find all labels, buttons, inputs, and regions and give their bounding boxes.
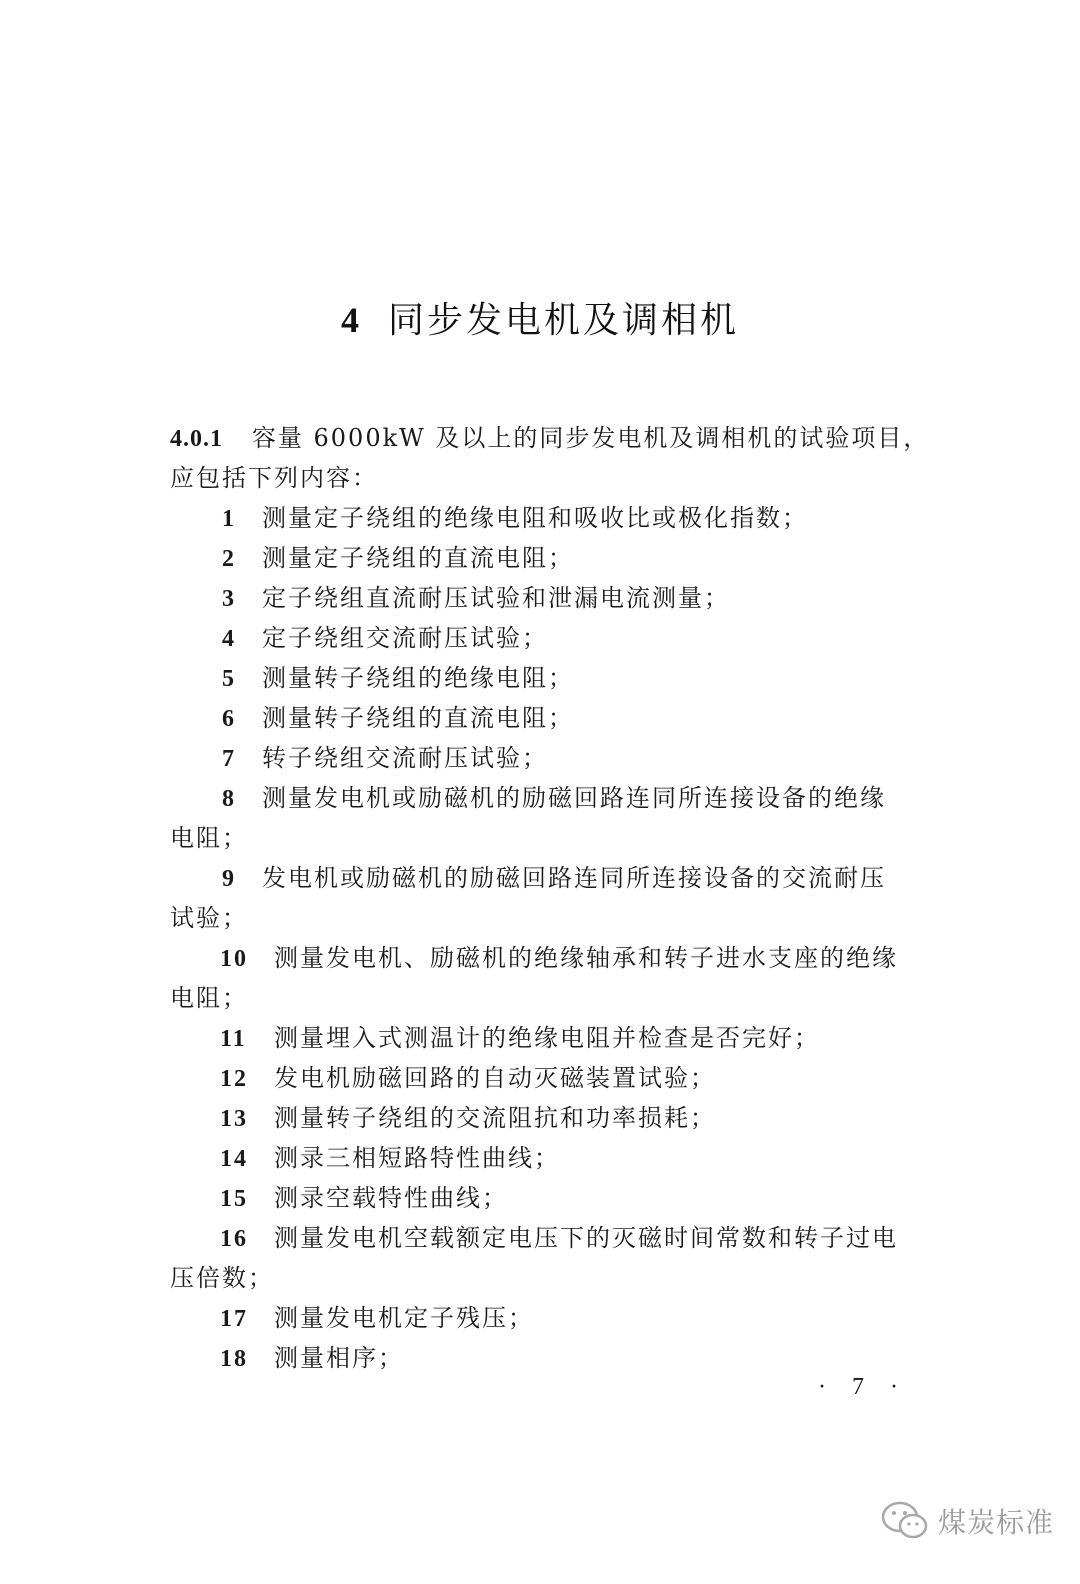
list-item [220,1058,716,1099]
item-text: 转子绕组交流耐压试验； [262,744,548,772]
item-number: 8 [222,786,236,812]
wechat-icon [880,1499,930,1543]
item-number: 12 [220,1066,248,1092]
item-number: 18 [220,1346,248,1372]
item-number: 4 [222,626,236,652]
list-item [220,1098,716,1139]
list-item [220,1298,534,1339]
item-number: 1 [222,506,236,532]
item-text: 测量发电机定子残压； [274,1304,534,1332]
list-item-continuation: 压倍数； [170,1264,274,1292]
list-item [222,698,574,739]
item-text: 测量埋入式测温计的绝缘电阻并检查是否完好； [274,1024,820,1052]
item-number: 15 [220,1186,248,1212]
clause-line-2 [170,458,378,498]
list-item [222,658,574,699]
chapter-title-text: 同步发电机及调相机 [387,300,739,341]
chapter-number: 4 [340,300,362,340]
list-item [222,538,574,579]
item-text: 测量相序； [274,1344,404,1372]
item-text: 测录空载特性曲线； [274,1184,508,1212]
item-number: 10 [220,946,248,972]
page-number: · 7 · [818,1374,908,1400]
item-number: 16 [220,1226,248,1252]
watermark-text: 煤炭标准 [938,1506,1055,1539]
item-text: 测量发电机或励磁机的励磁回路连同所连接设备的绝缘 [262,784,886,812]
item-text: 定子绕组直流耐压试验和泄漏电流测量； [262,584,730,612]
item-text: 测录三相短路特性曲线； [274,1144,560,1172]
list-item-continuation: 电阻； [170,984,248,1012]
item-text: 测量定子绕组的直流电阻； [262,544,574,572]
item-text: 测量转子绕组的直流电阻； [262,704,574,732]
item-text: 测量转子绕组的绝缘电阻； [262,664,574,692]
item-text: 测量定子绕组的绝缘电阻和吸收比或极化指数； [262,504,808,532]
watermark [880,1496,1054,1546]
chapter-title [0,292,1080,343]
item-number: 11 [220,1026,247,1052]
list-item [222,618,548,659]
item-number: 14 [220,1146,248,1172]
clause-text-line1: 容量 6000kW 及以上的同步发电机及调相机的试验项目， [251,424,930,452]
clause-text-line2: 应包括下列内容： [170,464,378,492]
list-item [220,1018,820,1059]
list-item-continuation: 试验； [170,904,248,932]
list-item [222,738,548,779]
list-item-continuation: 电阻； [170,824,248,852]
list-item [222,578,730,619]
clause-number: 4.0.1 [170,426,223,452]
item-number: 3 [222,586,236,612]
list-item [220,1218,898,1259]
list-item [220,1178,508,1219]
list-item [220,1138,560,1179]
list-item [222,498,808,539]
item-number: 7 [222,746,236,772]
list-item [220,1338,404,1379]
item-text: 测量发电机空载额定电压下的灭磁时间常数和转子过电 [274,1224,898,1252]
list-item [222,858,886,899]
item-text: 测量转子绕组的交流阻抗和功率损耗； [274,1104,716,1132]
item-number: 17 [220,1306,248,1332]
list-item [220,938,898,979]
list-item [222,778,886,819]
item-number: 2 [222,546,236,572]
item-text: 发电机励磁回路的自动灭磁装置试验； [274,1064,716,1092]
item-text: 发电机或励磁机的励磁回路连同所连接设备的交流耐压 [262,864,886,892]
item-number: 6 [222,706,236,732]
item-text: 定子绕组交流耐压试验； [262,624,548,652]
item-number: 13 [220,1106,248,1132]
item-number: 9 [222,866,236,892]
clause-line-1 [170,418,929,459]
item-number: 5 [222,666,236,692]
item-text: 测量发电机、励磁机的绝缘轴承和转子进水支座的绝缘 [274,944,898,972]
